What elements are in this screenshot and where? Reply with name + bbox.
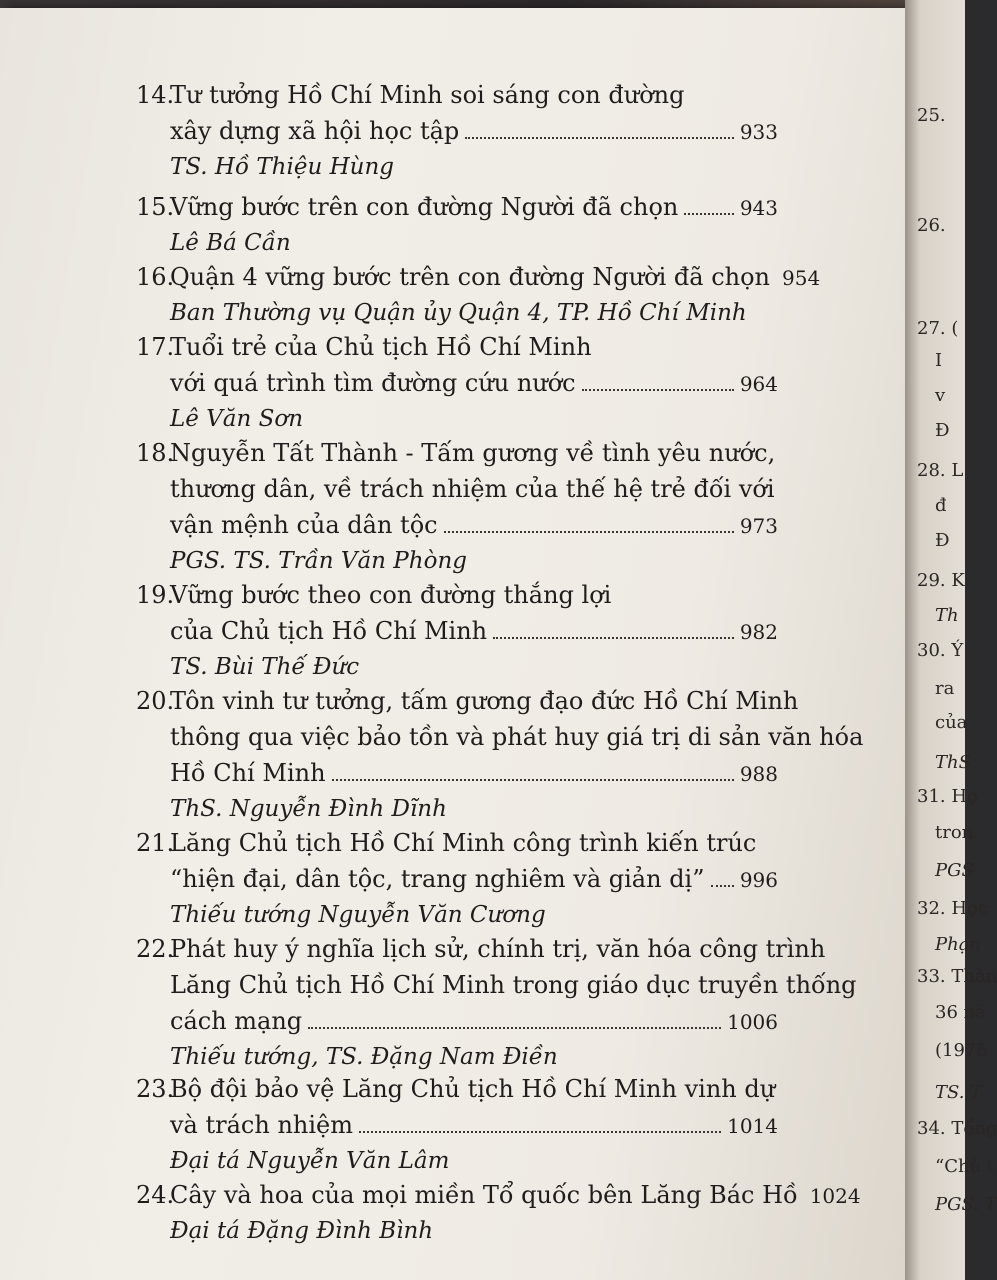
toc-entry-number: 22. <box>136 935 175 963</box>
toc-page-number: 1024 <box>809 1184 861 1208</box>
toc-title-text: Bộ đội bảo vệ Lăng Chủ tịch Hồ Chí Minh vinh dự <box>170 1075 776 1103</box>
facing-page-text-fragment: Đ <box>935 530 950 551</box>
toc-title-text: Lăng Chủ tịch Hồ Chí Minh trong giáo dục truyền thống <box>170 971 857 999</box>
facing-page-text-fragment: 25. <box>917 105 946 126</box>
toc-title-text: cách mạng <box>170 1007 303 1035</box>
facing-page-text-fragment: PGS. T <box>935 1194 997 1215</box>
toc-entry-title-line <box>170 508 778 542</box>
toc-title-text: Tư tưởng Hồ Chí Minh soi sáng con đường <box>170 81 685 109</box>
book-page-right-facing <box>905 0 997 1280</box>
toc-entry-title-line <box>170 1108 778 1142</box>
toc-title-text: Hồ Chí Minh <box>170 759 326 787</box>
toc-entry-author: TS. Bùi Thế Đức <box>170 654 360 680</box>
toc-title-text: vận mệnh của dân tộc <box>170 511 438 539</box>
dot-leader <box>493 636 734 639</box>
toc-page-number: 973 <box>739 514 778 538</box>
toc-title-text: và trách nhiệm <box>170 1111 353 1139</box>
toc-entry-title-line <box>170 720 863 754</box>
toc-entry-title-line <box>170 826 756 860</box>
toc-page-number: 943 <box>739 196 778 220</box>
facing-page-text-fragment: I <box>935 350 943 371</box>
facing-page-text-fragment: đ <box>935 495 947 516</box>
toc-title-text: thông qua việc bảo tồn và phát huy giá trị di sản văn hóa <box>170 723 864 751</box>
toc-title-text: Cây và hoa của mọi miền Tổ quốc bên Lăng Bác Hồ <box>170 1181 798 1209</box>
toc-page-number: 964 <box>739 372 778 396</box>
toc-page-number: 988 <box>739 762 778 786</box>
facing-page-text-fragment: 32. Học <box>917 898 988 919</box>
facing-page-text-fragment: 26. <box>917 215 946 236</box>
toc-entry-title-line <box>170 756 778 790</box>
toc-entry-author: Ban Thường vụ Quận ủy Quận 4, TP. Hồ Chí Minh <box>170 300 747 326</box>
toc-entry-number: 14. <box>136 81 175 109</box>
toc-entry-title-line <box>170 862 778 896</box>
toc-entry-title-line <box>170 578 611 612</box>
toc-entry-title-line <box>170 330 592 364</box>
toc-entry-title-line <box>170 78 684 112</box>
toc-entry-number: 17. <box>136 333 175 361</box>
dot-leader <box>308 1026 721 1029</box>
toc-entry-title-line <box>170 472 775 506</box>
facing-page-text-fragment: 29. K <box>917 570 965 591</box>
facing-page-text-fragment: TS. T <box>935 1082 983 1103</box>
toc-title-text: Vững bước trên con đường Người đã chọn <box>170 193 679 221</box>
facing-page-text-fragment: 36 nă <box>935 1002 986 1023</box>
toc-entry-title-line <box>170 366 778 400</box>
toc-entry-number: 23. <box>136 1075 175 1103</box>
toc-page-number: 954 <box>782 266 821 290</box>
toc-entry-author: Đại tá Nguyễn Văn Lâm <box>170 1148 450 1174</box>
dot-leader <box>465 136 734 139</box>
facing-page-text-fragment: 34. Tổng <box>917 1118 997 1139</box>
toc-page-number: 1014 <box>727 1114 778 1138</box>
facing-page-text-fragment: Phạn <box>935 934 982 955</box>
toc-title-text: với quá trình tìm đường cứu nước <box>170 369 576 397</box>
facing-page-text-fragment: 28. L <box>917 460 964 481</box>
toc-entry-number: 15. <box>136 193 175 221</box>
toc-entry-number: 19. <box>136 581 175 609</box>
toc-entry-title-line <box>170 1004 778 1038</box>
toc-entry-title-line <box>170 114 778 148</box>
facing-page-text-fragment: ThS <box>935 752 971 773</box>
toc-page-number: 996 <box>739 868 778 892</box>
toc-title-text: của Chủ tịch Hồ Chí Minh <box>170 617 488 645</box>
toc-page-number: 982 <box>739 620 778 644</box>
facing-page-text-fragment: Th <box>935 605 959 626</box>
toc-entry-author: ThS. Nguyễn Đình Dĩnh <box>170 796 447 822</box>
toc-entry-title-line <box>170 1072 775 1106</box>
toc-entry-author: Đại tá Đặng Đình Bình <box>170 1218 434 1244</box>
toc-title-text: Nguyễn Tất Thành - Tấm gương về tình yêu nước, <box>170 439 776 467</box>
facing-page-text-fragment: 30. Ý <box>917 640 964 661</box>
toc-entry-author: PGS. TS. Trần Văn Phòng <box>170 548 467 574</box>
facing-page-text-fragment: 27. ( <box>917 318 959 339</box>
toc-entry-author: Thiếu tướng, TS. Đặng Nam Điền <box>170 1044 558 1070</box>
toc-entry-title-line <box>170 436 775 470</box>
toc-entry-number: 16. <box>136 263 175 291</box>
toc-entry-title-line <box>170 190 778 224</box>
dot-leader <box>711 884 734 887</box>
toc-title-text: Vững bước theo con đường thắng lợi <box>170 581 612 609</box>
toc-entry-number: 21. <box>136 829 175 857</box>
facing-page-text-fragment: Đ <box>935 420 950 441</box>
dot-leader <box>444 530 734 533</box>
facing-page-text-fragment: 33. Thàn <box>917 966 997 987</box>
toc-entry-author: Lê Văn Sơn <box>170 406 304 432</box>
toc-page-number: 1006 <box>727 1010 778 1034</box>
toc-page-number: 933 <box>739 120 778 144</box>
facing-page-text-fragment: tron <box>935 822 974 843</box>
toc-entry-title-line <box>170 684 798 718</box>
toc-title-text: Phát huy ý nghĩa lịch sử, chính trị, văn hóa công trình <box>170 935 826 963</box>
toc-title-text: Tuổi trẻ của Chủ tịch Hồ Chí Minh <box>170 333 592 361</box>
toc-entry-title-line <box>170 1178 861 1212</box>
toc-entry-title-line <box>170 932 825 966</box>
toc-title-text: “hiện đại, dân tộc, trang nghiêm và giản dị” <box>170 865 705 893</box>
facing-page-text-fragment: “Chủ t <box>935 1156 995 1177</box>
toc-entry-author: TS. Hồ Thiệu Hùng <box>170 154 394 180</box>
toc-entry-number: 20. <box>136 687 175 715</box>
dot-leader <box>684 212 733 215</box>
facing-page-text-fragment: ra <box>935 678 955 699</box>
toc-title-text: xây dựng xã hội học tập <box>170 117 460 145</box>
facing-page-text-fragment: của <box>935 712 968 733</box>
book-page-left <box>0 8 905 1280</box>
toc-entry-author: Thiếu tướng Nguyễn Văn Cương <box>170 902 546 928</box>
toc-title-text: Quận 4 vững bước trên con đường Người đã chọn <box>170 263 771 291</box>
facing-page-text-fragment: (1975 <box>935 1040 988 1061</box>
toc-entry-number: 18. <box>136 439 175 467</box>
facing-page-text-fragment: 31. Họ <box>917 786 978 807</box>
toc-entry-title-line <box>170 968 857 1002</box>
toc-title-text: thương dân, về trách nhiệm của thế hệ trẻ đối với <box>170 475 775 503</box>
facing-page-text-fragment: PGS <box>935 860 974 881</box>
toc-entry-author: Lê Bá Cần <box>170 230 291 256</box>
toc-title-text: Lăng Chủ tịch Hồ Chí Minh công trình kiến trúc <box>170 829 757 857</box>
dot-leader <box>359 1130 721 1133</box>
toc-entry-number: 24. <box>136 1181 175 1209</box>
facing-page-text-fragment: v <box>935 385 946 406</box>
dot-leader <box>582 388 734 391</box>
dot-leader <box>332 778 734 781</box>
toc-entry-title-line <box>170 260 821 294</box>
toc-title-text: Tôn vinh tư tưởng, tấm gương đạo đức Hồ Chí Minh <box>170 687 799 715</box>
toc-entry-title-line <box>170 614 778 648</box>
